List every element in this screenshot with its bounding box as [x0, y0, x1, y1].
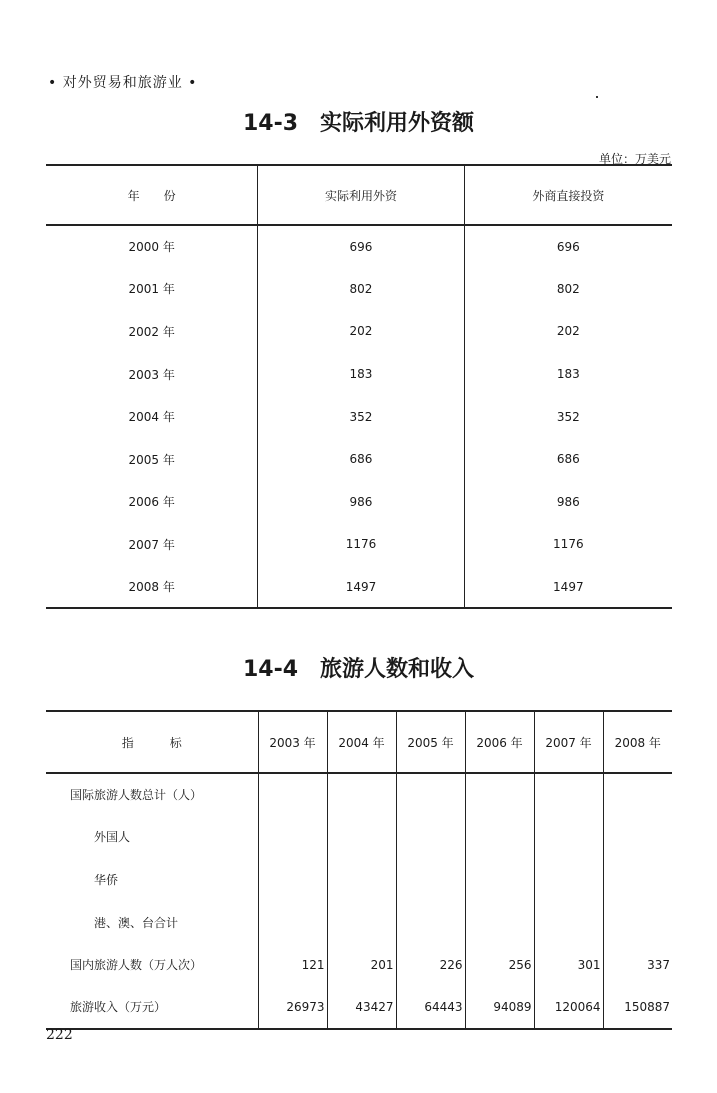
year-cell: 2006 年 — [128, 495, 175, 510]
table-row — [46, 481, 672, 524]
value-cell — [396, 816, 465, 859]
value-cell — [396, 773, 465, 816]
value-cell — [534, 858, 603, 901]
actual-foreign-capital-cell: 352 — [258, 395, 464, 438]
table-row — [46, 523, 672, 566]
indicator-label: 外国人 — [94, 830, 131, 845]
value-cell: 301 — [534, 943, 603, 986]
value-cell: 94089 — [465, 986, 534, 1029]
value-cell — [327, 901, 396, 944]
fdi-cell: 1176 — [464, 523, 672, 566]
column-header-year: 2004 年 — [327, 711, 396, 773]
value-cell — [327, 773, 396, 816]
value-cell — [534, 816, 603, 859]
fdi-cell: 986 — [464, 481, 672, 524]
value-cell — [258, 901, 327, 944]
actual-foreign-capital-cell: 1497 — [258, 566, 464, 609]
actual-foreign-capital-cell: 686 — [258, 438, 464, 481]
value-cell — [603, 816, 672, 859]
year-cell: 2008 年 — [46, 566, 258, 609]
value-cell: 201 — [327, 943, 396, 986]
value-cell — [396, 901, 465, 944]
column-header-fdi: 外商直接投资 — [464, 165, 672, 225]
year-cell: 2007 年 — [128, 537, 175, 552]
fdi-cell: 696 — [464, 225, 672, 268]
table2-body — [46, 773, 672, 1029]
value-cell: 150887 — [603, 986, 672, 1029]
table-row — [46, 268, 672, 311]
column-header-year: 2007 年 — [534, 711, 603, 773]
table-row — [46, 566, 672, 609]
value-cell: 26973 — [258, 986, 327, 1029]
section-header: • 对外贸易和旅游业 • — [48, 75, 198, 91]
indicator-label: 港、澳、台合计 — [94, 915, 179, 930]
value-cell: 256 — [465, 943, 534, 986]
indicator-label: 旅游收入（万元） — [46, 986, 258, 1029]
value-cell: 226 — [396, 943, 465, 986]
value-cell — [603, 773, 672, 816]
fdi-cell: 202 — [464, 310, 672, 353]
value-cell — [465, 858, 534, 901]
foreign-investment-table — [46, 164, 672, 609]
value-cell: 120064 — [534, 986, 603, 1029]
table2-header-row — [46, 711, 672, 773]
actual-foreign-capital-cell: 183 — [258, 353, 464, 396]
table-row — [46, 943, 672, 986]
actual-foreign-capital-cell: 802 — [258, 268, 464, 311]
table-row — [46, 310, 672, 353]
speck-mark — [596, 96, 598, 98]
fdi-cell: 686 — [464, 438, 672, 481]
indicator-label: 国内旅游人数（万人次） — [70, 958, 203, 973]
value-cell: 337 — [603, 943, 672, 986]
indicator-label: 国际旅游人数总计（人） — [70, 788, 203, 803]
table-row — [46, 353, 672, 396]
actual-foreign-capital-cell: 202 — [258, 310, 464, 353]
page-number: 222 — [46, 1027, 73, 1043]
value-cell — [327, 858, 396, 901]
year-cell: 2000 年 — [128, 240, 175, 255]
value-cell — [258, 773, 327, 816]
year-cell: 2001 年 — [128, 282, 175, 297]
fdi-cell: 183 — [464, 353, 672, 396]
column-header-year: 2005 年 — [396, 711, 465, 773]
column-header-year: 2003 年 — [258, 711, 327, 773]
table-row — [46, 986, 672, 1029]
column-header-year: 年 份 — [46, 165, 258, 225]
table1-header-row — [46, 165, 672, 225]
indicator-label: 华侨 — [94, 872, 119, 887]
year-cell: 2002 年 — [128, 324, 175, 339]
table1-body — [46, 225, 672, 608]
column-header-year: 2008 年 — [603, 711, 672, 773]
table-row — [46, 858, 672, 901]
year-cell: 2005 年 — [128, 452, 175, 467]
table1-title: 14-3 实际利用外资额 — [242, 111, 475, 136]
column-header-indicator: 指 标 — [46, 711, 258, 773]
value-cell — [327, 816, 396, 859]
value-cell: 64443 — [396, 986, 465, 1029]
tourism-table — [46, 710, 672, 1030]
value-cell: 121 — [258, 943, 327, 986]
table-row — [46, 438, 672, 481]
value-cell — [534, 773, 603, 816]
value-cell — [603, 858, 672, 901]
year-cell: 2004 年 — [128, 410, 175, 425]
value-cell — [396, 858, 465, 901]
column-header-year: 2006 年 — [465, 711, 534, 773]
value-cell — [465, 901, 534, 944]
value-cell — [465, 773, 534, 816]
column-header-actual-foreign-capital: 实际利用外资 — [258, 165, 464, 225]
year-cell: 2003 年 — [128, 367, 175, 382]
value-cell — [258, 858, 327, 901]
table2-title: 14-4 旅游人数和收入 — [242, 657, 475, 682]
table-row — [46, 395, 672, 438]
value-cell — [603, 901, 672, 944]
actual-foreign-capital-cell: 986 — [258, 481, 464, 524]
fdi-cell: 1497 — [464, 566, 672, 609]
fdi-cell: 352 — [464, 395, 672, 438]
table-row — [46, 773, 672, 816]
actual-foreign-capital-cell: 696 — [258, 225, 464, 268]
table-row — [46, 901, 672, 944]
value-cell — [534, 901, 603, 944]
table-row — [46, 225, 672, 268]
fdi-cell: 802 — [464, 268, 672, 311]
value-cell — [258, 816, 327, 859]
value-cell: 43427 — [327, 986, 396, 1029]
table1-unit: 单位：万美元 — [598, 152, 671, 166]
table-row — [46, 816, 672, 859]
actual-foreign-capital-cell: 1176 — [258, 523, 464, 566]
value-cell — [465, 816, 534, 859]
